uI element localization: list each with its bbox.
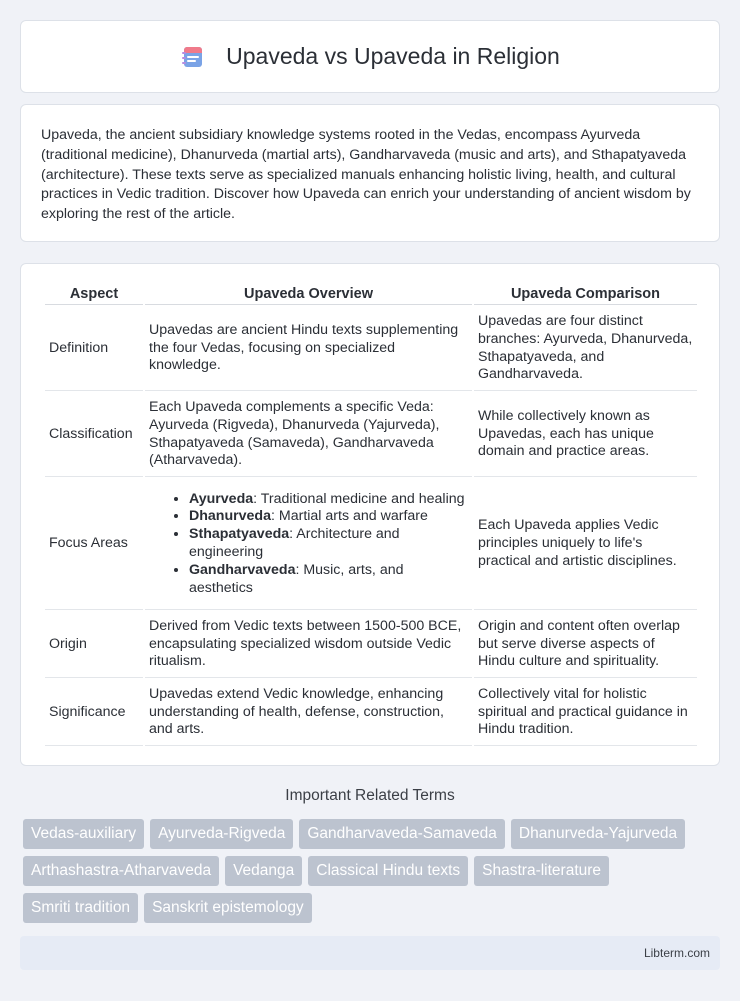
list-item (189, 526, 468, 562)
related-term-tag[interactable]: Shastra-literature (474, 856, 609, 886)
list-item-term: Dhanurveda (189, 508, 271, 525)
row-overview-list (145, 479, 472, 610)
row-aspect: Definition (45, 307, 143, 391)
header-overview: Upaveda Overview (145, 285, 472, 305)
focus-areas-list (149, 491, 468, 598)
related-term-tag[interactable]: Vedanga (225, 856, 302, 886)
row-comparison: Origin and content often overlap but serve diverse aspects of Hindu culture and spirituality. (474, 612, 697, 678)
list-item (189, 562, 468, 598)
related-term-tag[interactable]: Classical Hindu texts (308, 856, 468, 886)
table-row (45, 393, 697, 477)
related-term-tag[interactable]: Arthashastra-Atharvaveda (23, 856, 219, 886)
list-item-desc: : Music, arts, and aesthetics (189, 561, 404, 596)
table-row (45, 479, 697, 610)
footer (20, 936, 720, 970)
row-comparison: While collectively known as Upavedas, each has unique domain and practice areas. (474, 393, 697, 477)
list-item-term: Sthapatyaveda (189, 526, 290, 543)
related-terms-title: Important Related Terms (285, 787, 455, 804)
related-term-tag[interactable]: Gandharvaveda-Samaveda (299, 819, 505, 849)
list-item (189, 491, 468, 509)
comparison-table (43, 283, 699, 748)
table-row (45, 612, 697, 678)
table-header-row (45, 285, 697, 305)
intro-text: Upaveda, the ancient subsidiary knowledge systems rooted in the Vedas, encompass Ayurveda (traditional medicine), Dhanurveda (martial arts), Gandharvaveda (music and arts), and Sthapatyaveda (architecture). These texts serve as specialized manuals enhancing holistic living, health, and cultural practices in Vedic tradition. Discover how Upaveda can enrich your understanding of ancient wisdom by exploring the rest of the article. (41, 127, 691, 223)
row-comparison: Collectively vital for holistic spiritual and practical guidance in Hindu tradition. (474, 680, 697, 746)
related-term-tag[interactable]: Vedas-auxiliary (23, 819, 144, 849)
table-row (45, 680, 697, 746)
notebook-icon (180, 44, 206, 70)
row-aspect: Classification (45, 393, 143, 477)
row-overview: Upavedas are ancient Hindu texts supplementing the four Vedas, focusing on specialized knowledge. (145, 307, 472, 391)
related-term-tag[interactable]: Ayurveda-Rigveda (150, 819, 293, 849)
related-terms-list (23, 819, 723, 923)
list-item-desc: : Architecture and engineering (189, 526, 400, 560)
footer-site-link[interactable]: Libterm.com (643, 946, 710, 960)
table-row (45, 307, 697, 391)
list-item (189, 508, 468, 526)
row-overview: Upavedas extend Vedic knowledge, enhancing understanding of health, defense, construction, and arts. (145, 680, 472, 746)
list-item-desc: : Martial arts and warfare (271, 508, 428, 525)
related-term-tag[interactable]: Sanskrit epistemology (144, 893, 312, 923)
list-item-desc: : Traditional medicine and healing (253, 490, 465, 507)
page-title: Upaveda vs Upaveda in Religion (226, 43, 560, 69)
related-term-tag[interactable]: Smriti tradition (23, 893, 138, 923)
intro-card (20, 104, 720, 242)
row-comparison: Each Upaveda applies Vedic principles uniquely to life's practical and artistic disciplines. (474, 479, 697, 610)
header-aspect: Aspect (45, 285, 143, 305)
row-overview: Each Upaveda complements a specific Veda: Ayurveda (Rigveda), Dhanurveda (Yajurveda), Sthapatyaveda (Samaveda), Gandharvaveda (Atharvaveda). (145, 393, 472, 477)
header-comparison: Upaveda Comparison (474, 285, 697, 305)
row-comparison: Upavedas are four distinct branches: Ayurveda, Dhanurveda, Sthapatyaveda, and Gandharvaveda. (474, 307, 697, 391)
row-aspect: Origin (45, 612, 143, 678)
related-term-tag[interactable]: Dhanurveda-Yajurveda (511, 819, 685, 849)
list-item-term: Ayurveda (189, 490, 254, 507)
row-aspect: Focus Areas (45, 479, 143, 610)
comparison-table-card (20, 263, 720, 766)
row-overview: Derived from Vedic texts between 1500-500 BCE, encapsulating specialized wisdom outside Vedic ritualism. (145, 612, 472, 678)
list-item-term: Gandharvaveda (189, 561, 296, 578)
header-card (20, 20, 720, 93)
row-aspect: Significance (45, 680, 143, 746)
